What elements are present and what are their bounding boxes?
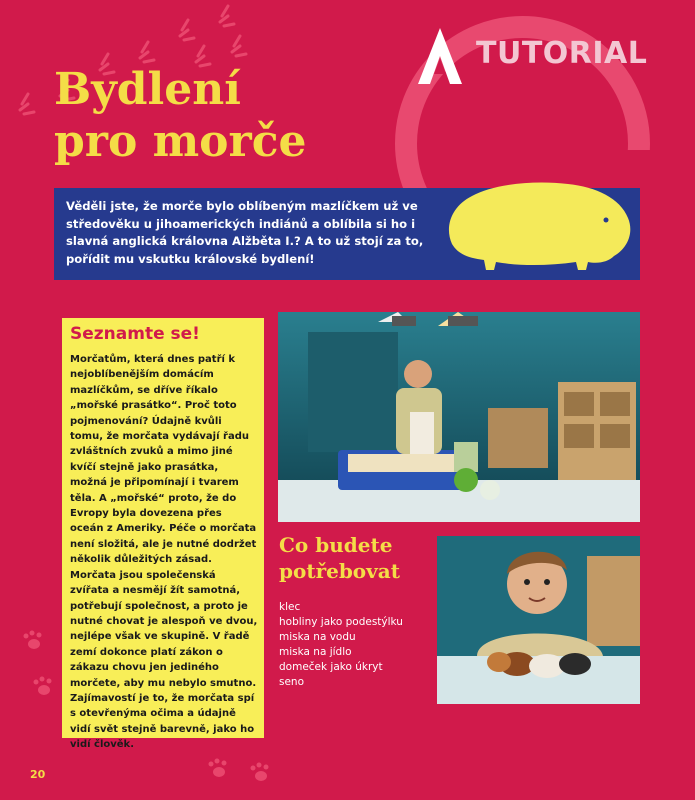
- needs-list: [279, 600, 439, 690]
- page-number: 20: [30, 768, 46, 781]
- tutorial-logo-icon: [418, 28, 462, 84]
- photo-boy-with-guinea-pigs: [437, 536, 640, 704]
- guinea-pig-silhouette-icon: [438, 166, 640, 276]
- info-sidebar: [62, 318, 264, 751]
- list-item: miska na vodu: [279, 631, 356, 643]
- needs-title: Co budete potřebovat: [279, 533, 400, 583]
- page-title: [54, 64, 354, 168]
- list-item: klec: [279, 601, 301, 613]
- list-item: hobliny jako podestýlku: [279, 616, 403, 628]
- title-line-1: Bydlení: [54, 64, 241, 115]
- intro-text: Věděli jste, že morče bylo oblíbeným mazlíčkem už ve středověku u jihoamerických indiánů a oblíbila si ho i slavná anglická královna Alžběta I.? A to už stojí za to, pořídit mu vskutku královské bydlení!: [66, 199, 424, 266]
- list-item: seno: [279, 676, 305, 688]
- sidebar-title: Seznamte se!: [70, 324, 200, 344]
- list-item: miska na jídlo: [279, 646, 352, 658]
- paw-icon: [20, 630, 60, 710]
- section-label: TUTORIAL: [476, 36, 648, 71]
- list-item: domeček jako úkryt: [279, 661, 383, 673]
- intro-banner: [54, 188, 640, 280]
- photo-boy-filling-cage: [278, 312, 640, 522]
- title-line-2: pro morče: [54, 116, 307, 167]
- paw-icon: [205, 750, 285, 790]
- sidebar-text: Morčatům, která dnes patří k nejoblíbenějším domácím mazlíčkům, se dříve říkalo „mořské prasátko“. Proč toto pojmenování? Údajně kvůli tomu, že morčata vydávají řadu zvláštních zvuků a mimo jiné kvíčí stejně jako prasátka, možná je připomínají i tvarem těla. A „mořské“ proto, že do Evropy byla dovezena přes oceán z Ameriky. Péče o morčata není složitá, ale je nutné dodržet několik důležitých zásad. Morčata jsou společenská zvířata a nesmějí žít samotná, potřebují společnost, a proto je nutné chovat je alespoň ve dvou, nejlépe však ve skupině. V řadě zemí dokonce platí zákon o zákazu chovu jen jediného morčete, aby mu nebylo smutno. Zajímavostí je to, že morčata spí s otevřenýma očima a údajně vidí svět stejně barevně, jako ho vidí člověk.: [70, 354, 258, 751]
